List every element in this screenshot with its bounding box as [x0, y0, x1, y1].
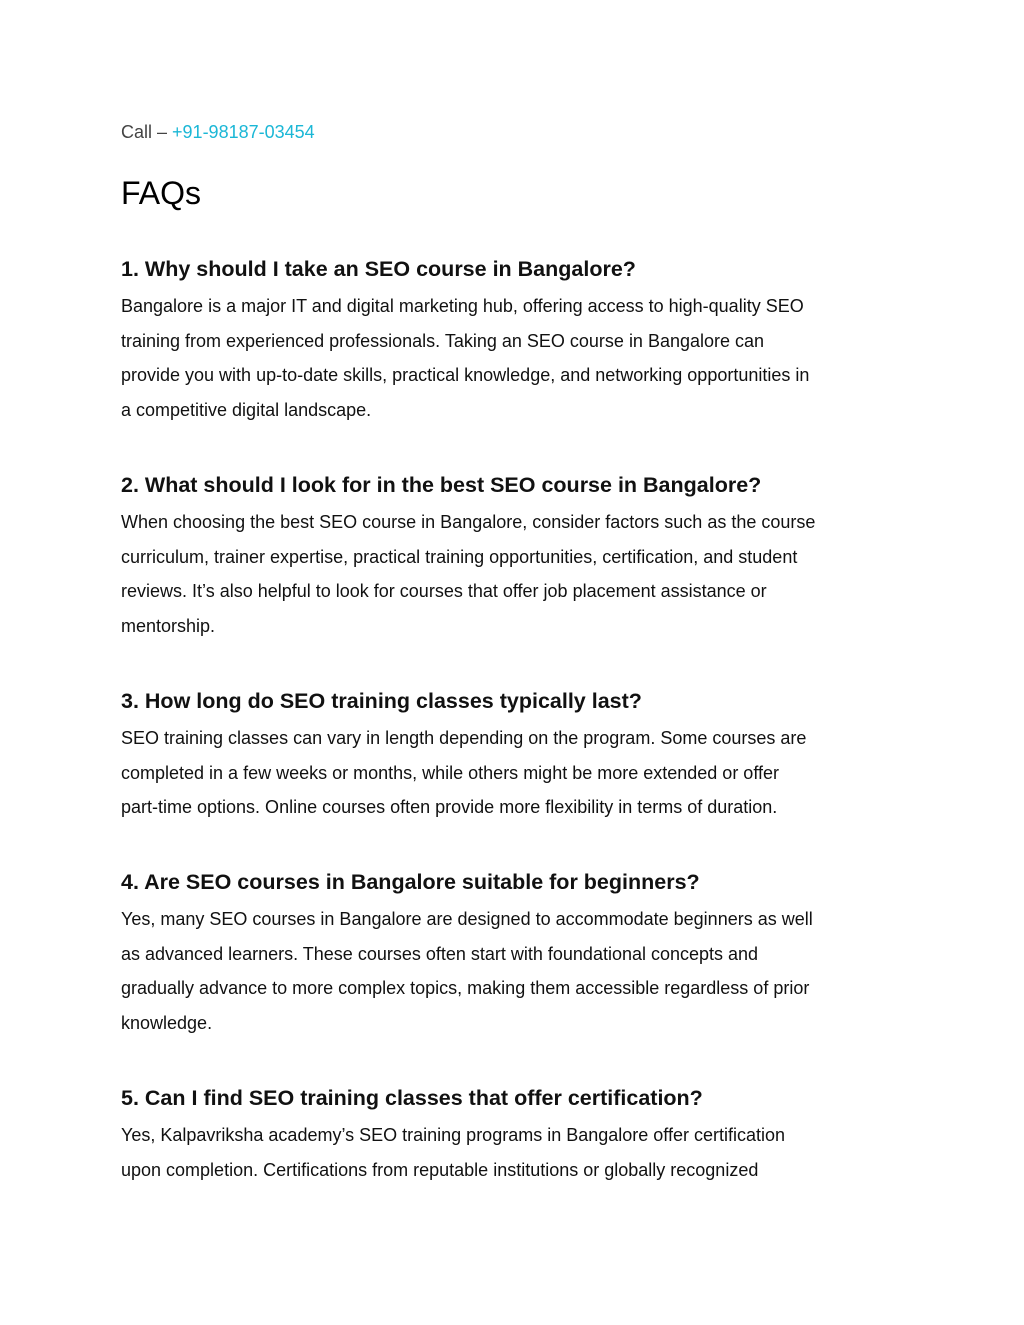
- answer-line: When choosing the best SEO course in Bangalore, consider factors such as the course: [121, 512, 816, 532]
- contact-line: [121, 121, 315, 143]
- faq-question: 2. What should I look for in the best SEO course in Bangalore?: [121, 473, 762, 497]
- faq-answer: [121, 721, 911, 825]
- answer-line: gradually advance to more complex topics, making them accessible regardless of prior: [121, 978, 810, 999]
- faq-item-4: [121, 868, 911, 1041]
- answer-line: training from experienced professionals. Taking an SEO course in Bangalore can: [121, 330, 765, 351]
- faq-question: 5. Can I find SEO training classes that offer certification?: [121, 1086, 703, 1110]
- answer-line: part-time options. Online courses often provide more flexibility in terms of duration.: [121, 797, 778, 818]
- faq-item-2: [121, 471, 911, 644]
- answer-line: upon completion. Certifications from reputable institutions or globally recognized: [121, 1159, 759, 1180]
- answer-line: SEO training classes can vary in length depending on the program. Some courses are: [121, 728, 807, 748]
- answer-line: Yes, many SEO courses in Bangalore are designed to accommodate beginners as well: [121, 909, 813, 929]
- answer-line: provide you with up-to-date skills, practical knowledge, and networking opportunities in: [121, 365, 810, 386]
- answer-line: mentorship.: [121, 616, 216, 637]
- answer-line: Yes, Kalpavriksha academy’s SEO training programs in Bangalore offer certification: [121, 1125, 786, 1145]
- faq-answer: [121, 1118, 911, 1187]
- faq-answer: [121, 289, 911, 428]
- faq-answer: [121, 902, 911, 1041]
- faq-question: 1. Why should I take an SEO course in Bangalore?: [121, 257, 636, 281]
- answer-line: a competitive digital landscape.: [121, 400, 372, 421]
- faq-answer: [121, 505, 911, 644]
- answer-line: curriculum, trainer expertise, practical training opportunities, certification, and student: [121, 546, 798, 567]
- phone-link[interactable]: +91-98187-03454: [172, 122, 315, 142]
- answer-line: knowledge.: [121, 1013, 213, 1034]
- call-prefix: Call –: [121, 122, 173, 142]
- faq-item-5: [121, 1084, 911, 1187]
- faq-item-1: [121, 255, 911, 428]
- answer-line: as advanced learners. These courses often start with foundational concepts and: [121, 943, 759, 964]
- answer-line: Bangalore is a major IT and digital marketing hub, offering access to high-quality SEO: [121, 296, 804, 316]
- faq-item-3: [121, 687, 911, 825]
- answer-line: reviews. It’s also helpful to look for courses that offer job placement assistance or: [121, 581, 767, 602]
- faq-question: 4. Are SEO courses in Bangalore suitable for beginners?: [121, 870, 700, 894]
- answer-line: completed in a few weeks or months, while others might be more extended or offer: [121, 762, 780, 783]
- faqs-heading: FAQs: [121, 175, 202, 211]
- faq-question: 3. How long do SEO training classes typically last?: [121, 689, 642, 713]
